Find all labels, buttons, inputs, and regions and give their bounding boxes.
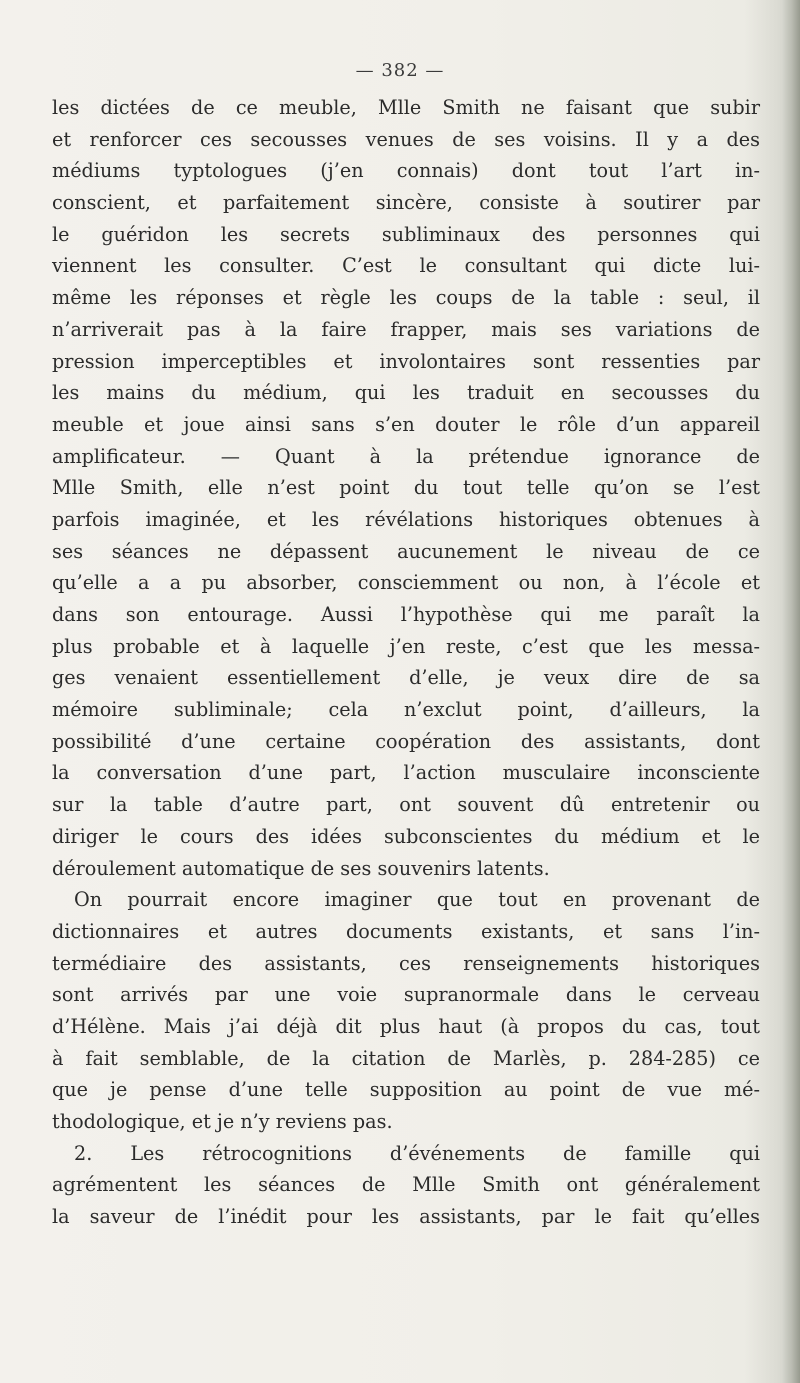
text-line: le guéridon les secrets subliminaux des personnes qui [52, 222, 760, 246]
text-line: viennent les consulter. C’est le consultant qui dicte lui- [52, 254, 760, 278]
text-line: parfois imaginée, et les révélations historiques obtenues à [52, 507, 760, 531]
text-line: à fait semblable, de la citation de Marlès, p. 284-285) ce [52, 1046, 760, 1070]
text-line: sont arrivés par une voie supranormale dans le cerveau [52, 983, 760, 1007]
text-line: mémoire subliminale; cela n’exclut point, d’ailleurs, la [52, 698, 760, 722]
text-line: ges venaient essentiellement d’elle, je veux dire de sa [52, 666, 760, 690]
text-line: diriger le cours des idées subconscientes du médium et le [52, 824, 760, 848]
text-line: agrémentent les séances de Mlle Smith ont généralement [52, 1173, 760, 1197]
text-line: dans son entourage. Aussi l’hypothèse qui me paraît la [52, 603, 760, 626]
page-number: — 382 — [355, 60, 445, 81]
text-line: meuble et joue ainsi sans s’en douter le rôle d’un appareil [52, 412, 760, 436]
text-line: sur la table d’autre part, ont souvent dû entretenir ou [52, 793, 760, 817]
text-line: d’Hélène. Mais j’ai déjà dit plus haut (à propos du cas, tout [52, 1014, 760, 1038]
text-line: déroulement automatique de ses souvenirs latents. [52, 856, 550, 880]
text-line: possibilité d’une certaine coopération des assistants, dont [52, 729, 760, 753]
text-line: même les réponses et règle les coups de la table : seul, il [52, 286, 760, 310]
body-text [52, 92, 760, 1233]
page-edge-shadow [782, 0, 800, 1383]
text-line: n’arriverait pas à la faire frapper, mais ses variations de [52, 317, 760, 341]
text-line: que je pense d’une telle supposition au point de vue mé- [52, 1078, 760, 1102]
text-line: 2. Les rétrocognitions d’événements de famille qui [74, 1141, 760, 1165]
text-line: ses séances ne dépassent aucunement le niveau de ce [52, 539, 760, 563]
text-line: thodologique, et je n’y reviens pas. [52, 1110, 393, 1133]
text-line: pression imperceptibles et involontaires sont ressenties par [52, 349, 760, 373]
text-line: conscient, et parfaitement sincère, consiste à soutirer par [52, 191, 760, 215]
text-line: dictionnaires et autres documents existants, et sans l’in- [52, 919, 760, 943]
text-line: Mlle Smith, elle n’est point du tout telle qu’on se l’est [52, 476, 760, 500]
text-line: qu’elle a a pu absorber, consciemment ou non, à l’école et [52, 571, 760, 595]
text-line: et renforcer ces secousses venues de ses voisins. Il y a des [52, 127, 760, 151]
text-line: médiums typtologues (j’en connais) dont tout l’art in- [52, 159, 760, 183]
text-line: la conversation d’une part, l’action musculaire inconsciente [52, 761, 760, 785]
text-line: On pourrait encore imaginer que tout en provenant de [74, 888, 760, 912]
text-line: amplificateur. — Quant à la prétendue ignorance de [52, 444, 760, 468]
text-line: les mains du médium, qui les traduit en secousses du [52, 381, 760, 405]
text-line: termédiaire des assistants, ces renseignements historiques [52, 951, 760, 975]
text-line: la saveur de l’inédit pour les assistants, par le fait qu’elles [52, 1205, 760, 1229]
text-line: les dictées de ce meuble, Mlle Smith ne faisant que subir [52, 96, 760, 119]
text-line: plus probable et à laquelle j’en reste, c’est que les messa- [52, 634, 760, 658]
